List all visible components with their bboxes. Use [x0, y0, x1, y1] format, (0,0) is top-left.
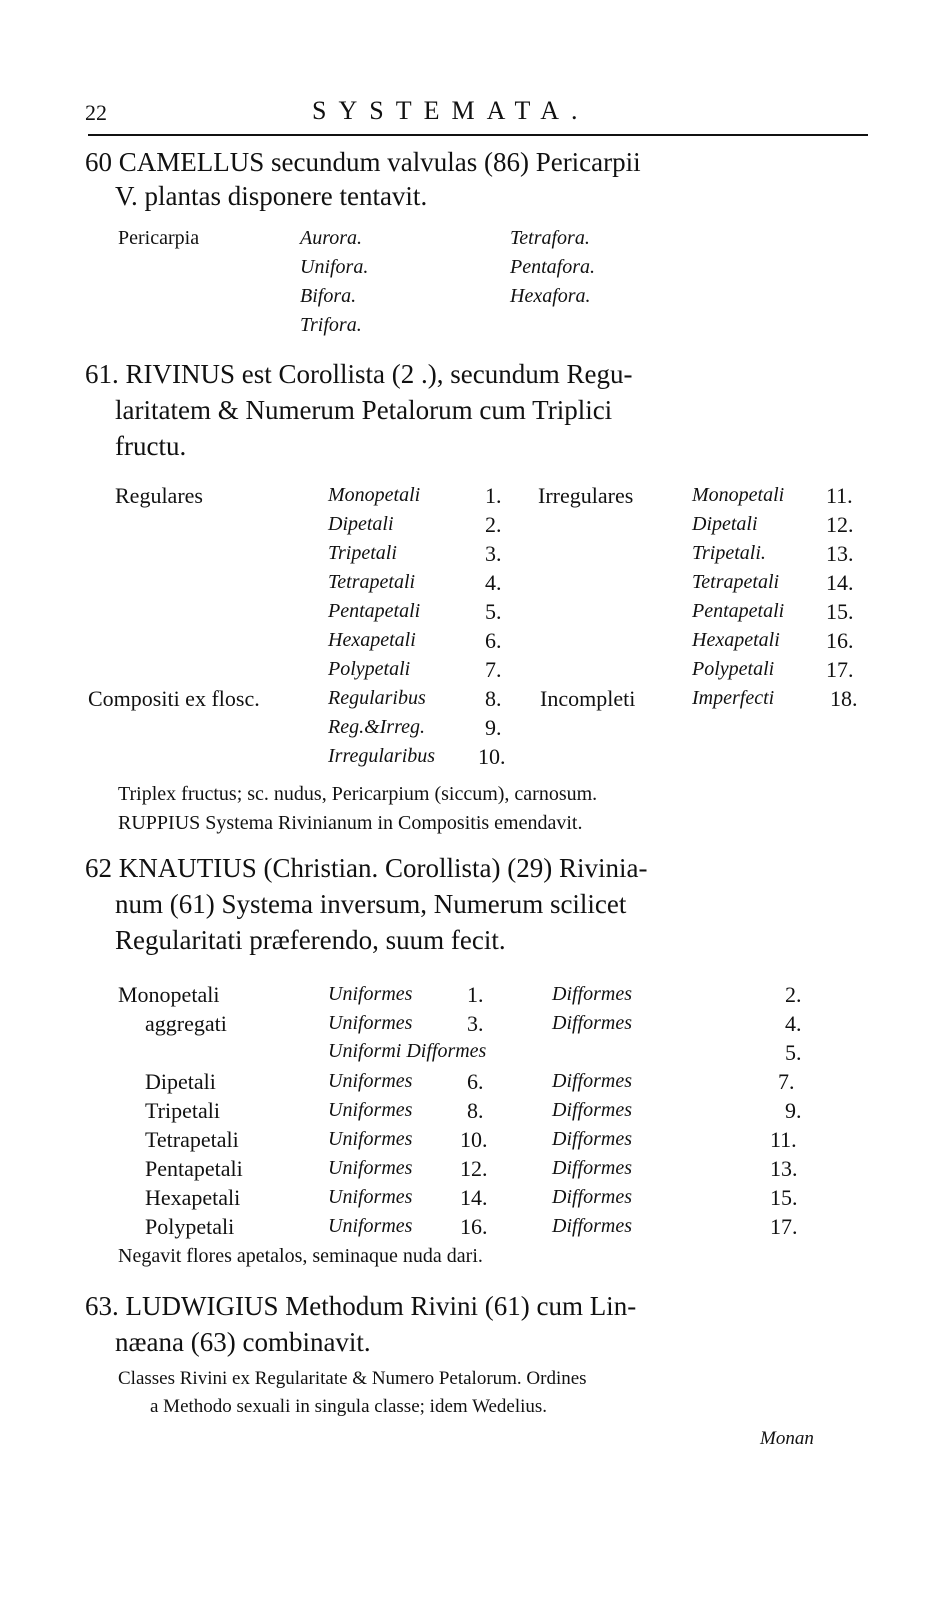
s62-bn: 4. [785, 1011, 802, 1036]
s60-c2-0: Tetrafora. [510, 227, 590, 249]
s60-line1: 60 CAMELLUS secundum valvulas (86) Pericarpii [85, 147, 641, 177]
s61-lead-irregulares: Irregulares [538, 483, 634, 508]
s61-lead-compositi: Compositi ex flosc. [88, 686, 260, 711]
s62-an: 3. [467, 1011, 484, 1036]
s62-line3: Regularitati præferendo, suum fecit. [115, 925, 506, 955]
s61-left-name: Pentapetali [328, 600, 421, 622]
s62-bn: 7. [778, 1069, 795, 1094]
s61-left-num: 4. [485, 570, 502, 595]
s60-c1-2: Bifora. [300, 285, 357, 307]
s61-right-name: Tripetali. [692, 542, 766, 564]
s62-b: Difformes [552, 1012, 632, 1034]
s62-line1: 62 KNAUTIUS (Christian. Corollista) (29) Rivinia- [85, 853, 648, 883]
s61-right-num: 18. [830, 686, 858, 711]
s62-line2: num (61) Systema inversum, Numerum scilicet [115, 889, 627, 919]
s62-a: Uniformes [328, 1012, 413, 1034]
s63-line2: næana (63) combinavit. [115, 1327, 371, 1357]
s60-c1-1: Unifora. [300, 256, 369, 278]
s61-left-name: Tetrapetali [328, 571, 416, 593]
s61-left-name: Hexapetali [328, 629, 416, 651]
running-title: SYSTEMATA. [312, 96, 590, 125]
s61-left-num: 10. [478, 744, 506, 769]
s62-bn: 5. [785, 1040, 802, 1065]
s61-left-name: Dipetali [328, 513, 394, 535]
s62-a: Uniformes [328, 1070, 413, 1092]
s61-right-num: 11. [826, 483, 853, 508]
s63-line4: a Methodo sexuali in singula classe; idem Wedelius. [150, 1396, 548, 1417]
s62-bn: 17. [770, 1214, 798, 1239]
s62-b: Difformes [552, 1099, 632, 1121]
s61-left-num: 5. [485, 599, 502, 624]
s62-group: Dipetali [145, 1069, 216, 1094]
s61-right-name: Dipetali [692, 513, 758, 535]
s61-right-num: 15. [826, 599, 854, 624]
s62-an: 1. [467, 982, 484, 1007]
s62-group: Monopetali [118, 982, 220, 1007]
s62-a: Uniformes [328, 983, 413, 1005]
s62-group: Pentapetali [145, 1156, 243, 1181]
s62-an: 12. [460, 1156, 488, 1181]
s60-c1-3: Trifora. [300, 314, 362, 336]
s62-bn: 2. [785, 982, 802, 1007]
s62-bn: 13. [770, 1156, 798, 1181]
s60-lead: Pericarpia [118, 227, 200, 249]
s62-a: Uniformes [328, 1186, 413, 1208]
s61-right-name: Pentapetali [692, 600, 785, 622]
s62-an: 10. [460, 1127, 488, 1152]
s62-group: aggregati [145, 1011, 227, 1036]
header-rule [88, 134, 868, 136]
s60-c1-0: Aurora. [300, 227, 363, 249]
s61-right-name: Polypetali [692, 658, 775, 680]
s61-left-num: 2. [485, 512, 502, 537]
s61-right-num: 16. [826, 628, 854, 653]
s61-right-num: 17. [826, 657, 854, 682]
s60-c2-1: Pentafora. [510, 256, 595, 278]
s61-left-num: 7. [485, 657, 502, 682]
page-number: 22 [85, 100, 107, 125]
s62-a: Uniformes [328, 1128, 413, 1150]
s62-a: Uniformes [328, 1215, 413, 1237]
s61-left-name: Irregularibus [328, 745, 436, 767]
s62-bn: 9. [785, 1098, 802, 1123]
s61-right-name: Imperfecti [692, 687, 775, 709]
s62-b: Difformes [552, 983, 632, 1005]
s62-group: Tetrapetali [145, 1127, 239, 1152]
s62-b: Difformes [552, 1186, 632, 1208]
s62-an: 14. [460, 1185, 488, 1210]
s61-line3: fructu. [115, 431, 187, 461]
s62-a: Uniformes [328, 1157, 413, 1179]
s62-bn: 11. [770, 1127, 797, 1152]
s62-b: Difformes [552, 1157, 632, 1179]
s62-group: Hexapetali [145, 1185, 241, 1210]
s61-left-name: Monopetali [328, 484, 421, 506]
s61-left-num: 9. [485, 715, 502, 740]
s61-triplex: Triplex fructus; sc. nudus, Pericarpium (siccum), carnosum. [118, 783, 598, 805]
s61-left-num: 1. [485, 483, 502, 508]
s61-left-name: Polypetali [328, 658, 411, 680]
s60-c2-2: Hexafora. [510, 285, 591, 307]
s62-an: 8. [467, 1098, 484, 1123]
s61-left-num: 3. [485, 541, 502, 566]
s62-b: Difformes [552, 1128, 632, 1150]
s62-an: 16. [460, 1214, 488, 1239]
catchword: Monan [760, 1428, 814, 1449]
s62-group: Tripetali [145, 1098, 220, 1123]
s60-line2: V. plantas disponere tentavit. [115, 181, 428, 211]
s62-group: Polypetali [145, 1214, 235, 1239]
s61-right-name: Tetrapetali [692, 571, 780, 593]
s62-bn: 15. [770, 1185, 798, 1210]
s61-left-num: 6. [485, 628, 502, 653]
s62-an: 6. [467, 1069, 484, 1094]
s61-lead-regulares: Regulares [115, 483, 203, 508]
s61-right-name: Monopetali [692, 484, 785, 506]
s61-line1: 61. RIVINUS est Corollista (2 .), secundum Regu- [85, 359, 633, 389]
s61-right-num: 14. [826, 570, 854, 595]
s62-a: Uniformi Difformes [328, 1040, 487, 1062]
s61-ruppius: RUPPIUS Systema Rivinianum in Compositis emendavit. [118, 812, 583, 834]
s61-left-name: Regularibus [328, 687, 426, 709]
s61-left-name: Reg.&Irreg. [328, 716, 426, 738]
s62-negavit: Negavit flores apetalos, seminaque nuda dari. [118, 1245, 483, 1267]
s61-line2: laritatem & Numerum Petalorum cum Triplici [115, 395, 613, 425]
s63-line1: 63. LUDWIGIUS Methodum Rivini (61) cum Lin- [85, 1291, 637, 1321]
s61-lead-incompleti: Incompleti [540, 686, 636, 711]
s61-left-name: Tripetali [328, 542, 397, 564]
s61-right-num: 12. [826, 512, 854, 537]
s62-b: Difformes [552, 1215, 632, 1237]
s61-right-num: 13. [826, 541, 854, 566]
s62-a: Uniformes [328, 1099, 413, 1121]
s62-b: Difformes [552, 1070, 632, 1092]
s63-line3: Classes Rivini ex Regularitate & Numero Petalorum. Ordines [118, 1368, 587, 1389]
s61-right-name: Hexapetali [692, 629, 780, 651]
s61-left-num: 8. [485, 686, 502, 711]
